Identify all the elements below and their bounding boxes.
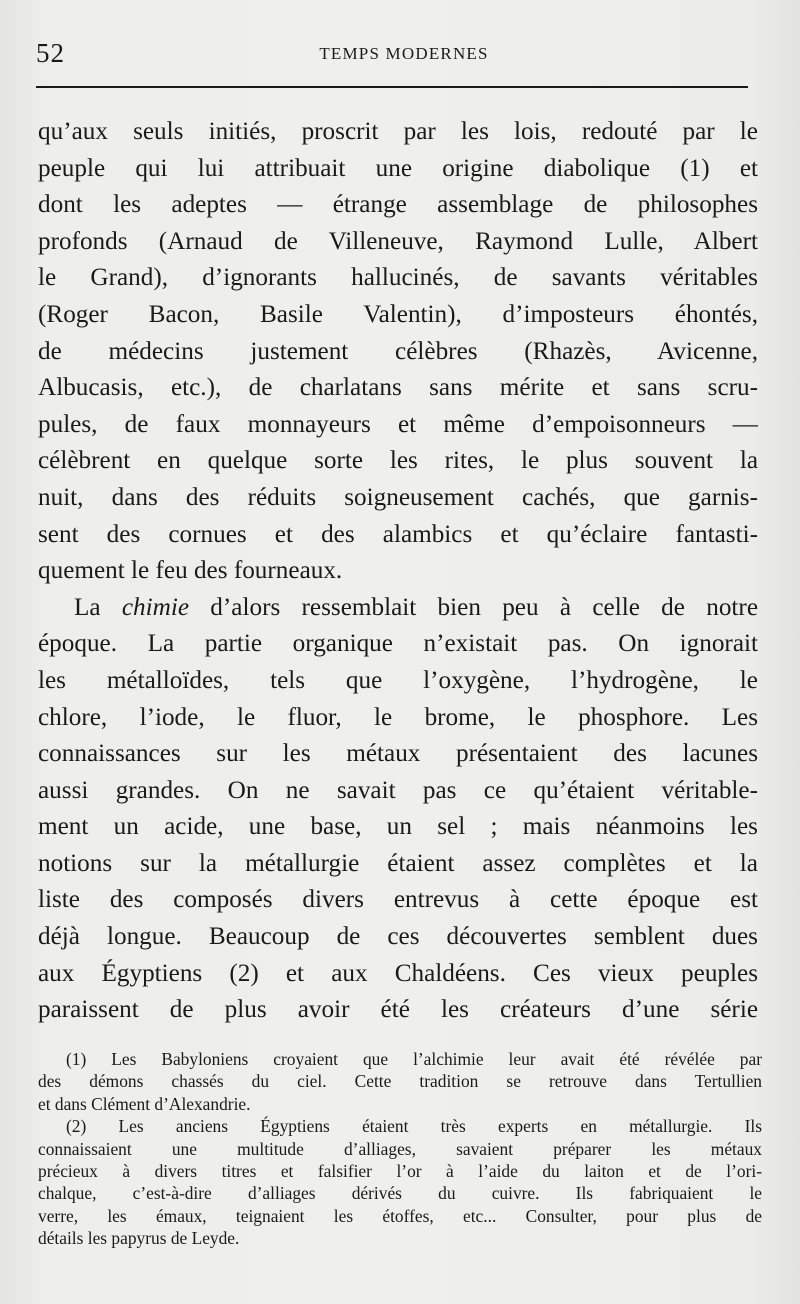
text-line: sent des cornues et des alambics et qu’éclaire fantasti- — [38, 520, 758, 548]
text-line: époque. La partie organique n’existait pas. On ignorait — [38, 630, 758, 658]
body-text — [38, 114, 758, 1029]
text-line: dont les adeptes — étrange assemblage de philosophes — [38, 191, 758, 219]
text-line: notions sur la métallurgie étaient assez complètes et la — [38, 849, 758, 877]
footnote-2-line: chalque, c’est-à-dire d’alliages dérivés du cuivre. Ils fabriquaient le — [38, 1183, 762, 1204]
text-line: profonds (Arnaud de Villeneuve, Raymond Lulle, Albert — [38, 227, 758, 255]
text-line: qu’aux seuls initiés, proscrit par les lois, redouté par le — [38, 118, 758, 145]
text-line: (Roger Bacon, Basile Valentin), d’imposteurs éhontés, — [38, 300, 758, 328]
text-line: de médecins justement célèbres (Rhazès, Avicenne, — [38, 337, 758, 365]
text-line: célèbrent en quelque sorte les rites, le plus souvent la — [38, 447, 758, 475]
text-line: connaissances sur les métaux présentaient des lacunes — [38, 740, 758, 768]
italic-term: chimie — [121, 593, 190, 621]
text-line: Albucasis, etc.), de charlatans sans mérite et sans scru- — [38, 374, 758, 402]
header-rule — [36, 86, 748, 88]
footnotes — [38, 1048, 762, 1250]
footnote-2-line: (2) Les anciens Égyptiens étaient très experts en métallurgie. Ils — [66, 1116, 762, 1137]
text-line: pules, de faux monnayeurs et même d’empoisonneurs — — [38, 410, 758, 438]
footnote-1-line: des démons chassés du ciel. Cette tradition se retrouve dans Tertullien — [38, 1071, 762, 1092]
text-line: aux Égyptiens (2) et aux Chaldéens. Ces vieux peuples — [38, 959, 758, 987]
footnote-1-line: (1) Les Babyloniens croyaient que l’alchimie leur avait été révélée par — [66, 1049, 762, 1069]
footnote-2-line: verre, les émaux, teignaient les étoffes, etc... Consulter, pour plus de — [38, 1205, 762, 1226]
text-line: ment un acide, une base, un sel ; mais néanmoins les — [38, 813, 758, 841]
text-line: liste des composés divers entrevus à cette époque est — [38, 886, 758, 914]
text-line: nuit, dans des réduits soigneusement cachés, que garnis- — [38, 483, 758, 511]
footnote-2-line: détails les papyrus de Leyde. — [38, 1228, 240, 1249]
text-line: aussi grandes. On ne savait pas ce qu’étaient véritable- — [38, 776, 758, 804]
text-line: déjà longue. Beaucoup de ces découvertes semblent dues — [38, 923, 758, 951]
running-head: TEMPS MODERNES — [319, 44, 489, 63]
text-line: chlore, l’iode, le fluor, le brome, le phosphore. Les — [38, 703, 758, 731]
page-number: 52 — [36, 38, 65, 68]
text-line: le Grand), d’ignorants hallucinés, de savants véritables — [38, 264, 758, 292]
footnote-2-line: précieux à divers titres et falsifier l’or à l’aide du laiton et de l’ori- — [38, 1160, 762, 1181]
text-run: d’alors ressemblait bien peu à celle de notre — [189, 593, 758, 621]
footnote-1-line: et dans Clément d’Alexandrie. — [38, 1093, 251, 1114]
footnote-2-line: connaissaient une multitude d’alliages, savaient préparer les métaux — [38, 1138, 762, 1159]
paragraph-start-line — [38, 590, 758, 627]
page-header — [36, 38, 752, 72]
text-line: les métalloïdes, tels que l’oxygène, l’hydrogène, le — [38, 666, 758, 694]
text-line: paraissent de plus avoir été les créateurs d’une série — [38, 996, 758, 1024]
text-line: peuple qui lui attribuait une origine diabolique (1) et — [38, 154, 758, 182]
text-run: La — [74, 593, 122, 621]
text-line: quement le feu des fourneaux. — [38, 557, 343, 585]
